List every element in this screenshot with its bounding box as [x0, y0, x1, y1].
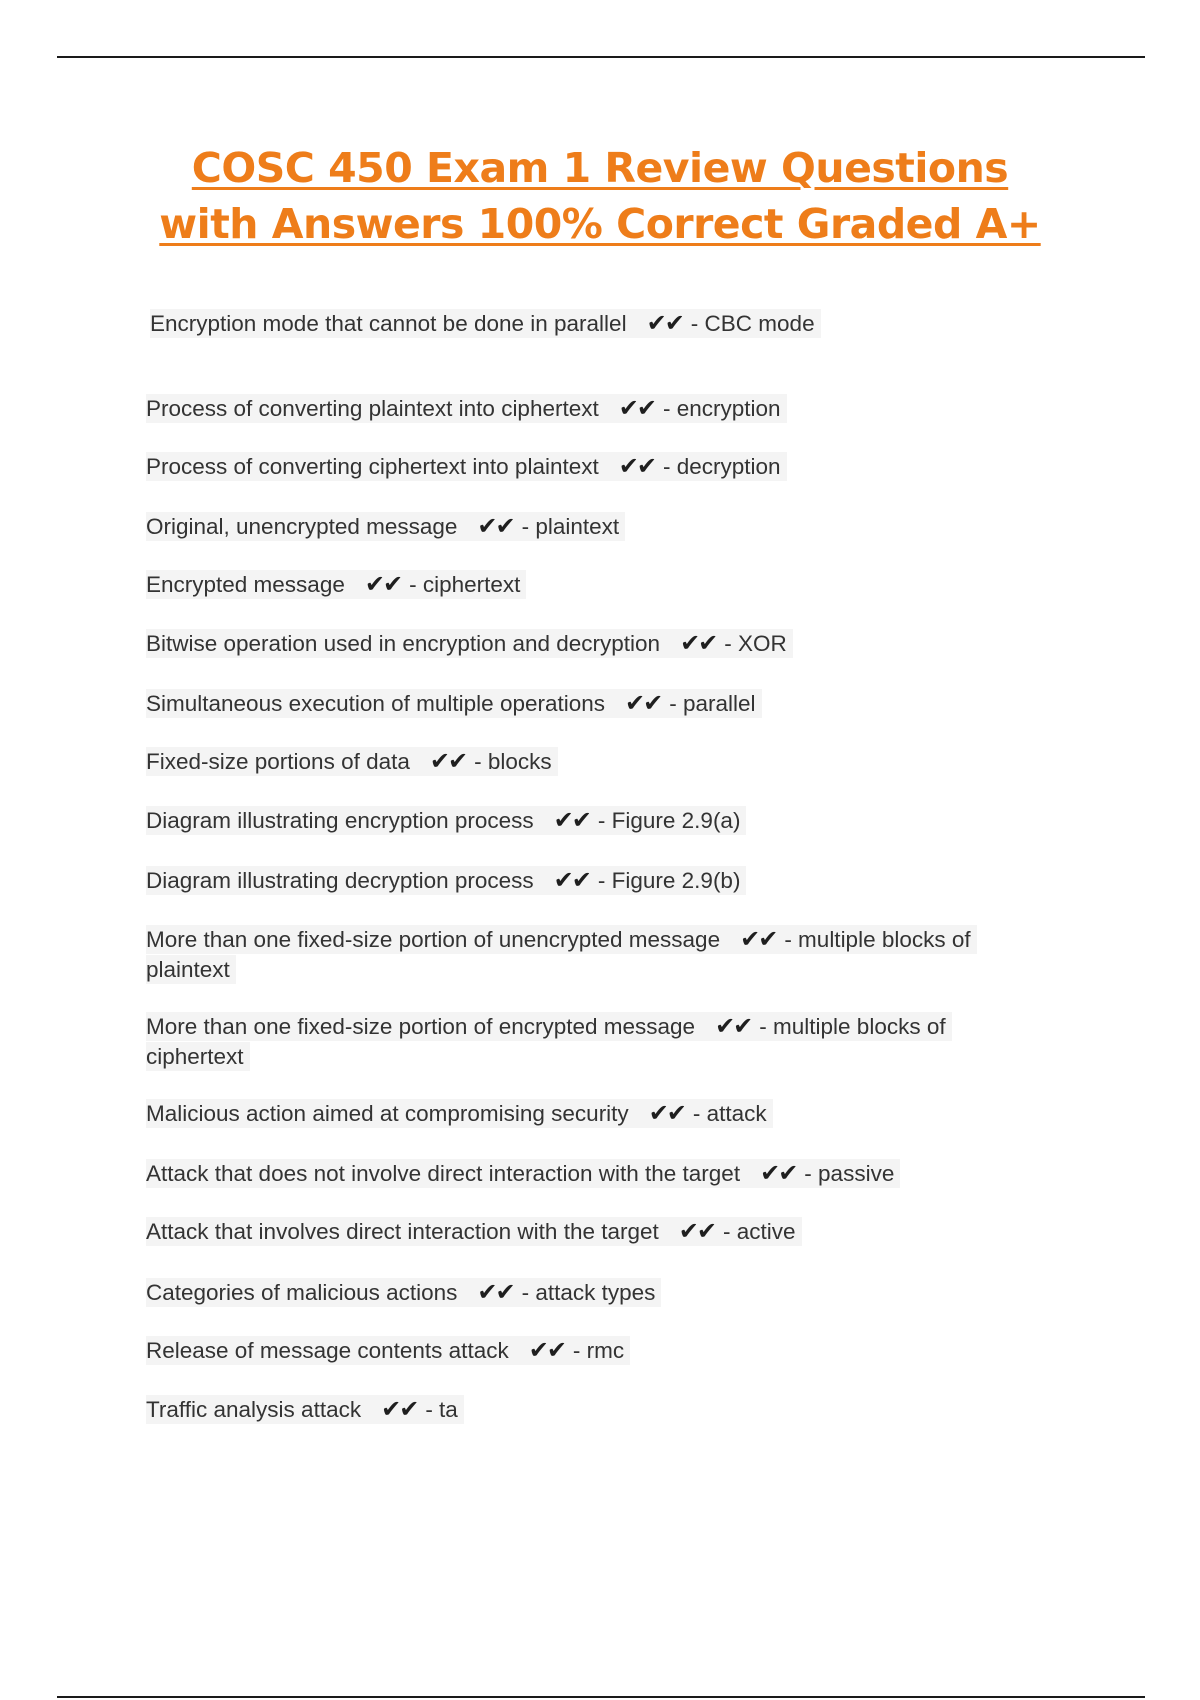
answer-text: - active	[722, 1219, 796, 1244]
check-icon: ✔✔	[364, 571, 402, 598]
answer-text: - encryption	[662, 396, 781, 421]
question-text: More than one fixed-size portion of encrypted message	[146, 1014, 696, 1039]
question-text: Traffic analysis attack	[146, 1397, 362, 1422]
check-icon: ✔✔	[553, 807, 590, 834]
list-item	[146, 1099, 1046, 1129]
question-text: Release of message contents attack	[146, 1338, 509, 1363]
answer-text: - Figure 2.9(b)	[597, 868, 741, 893]
question-text: Attack that involves direct interaction with the target	[146, 1219, 659, 1244]
check-icon: ✔✔	[429, 748, 467, 775]
answer-text: - plaintext	[521, 514, 620, 539]
answer-text: - XOR	[724, 631, 787, 656]
check-icon: ✔✔	[680, 630, 717, 657]
list-item	[146, 806, 1046, 836]
question-text: Fixed-size portions of data	[146, 749, 410, 774]
check-icon: ✔✔	[678, 1218, 715, 1245]
question-text: Process of converting ciphertext into plaintext	[146, 454, 599, 479]
check-icon: ✔✔	[625, 690, 662, 717]
check-icon: ✔✔	[760, 1160, 797, 1187]
question-text: Process of converting plaintext into ciphertext	[146, 396, 599, 421]
question-text: Bitwise operation used in encryption and decryption	[146, 631, 661, 656]
list-item	[146, 394, 1046, 424]
answer-text: - CBC mode	[690, 311, 815, 336]
list-item	[146, 570, 1046, 600]
list-item	[146, 1336, 1046, 1366]
title-line-2: with Answers 100% Correct Graded A+	[159, 200, 1041, 248]
bottom-rule	[57, 1696, 1145, 1698]
answer-text: - multiple blocks of plaintext	[146, 927, 971, 982]
answer-text: - attack	[692, 1101, 767, 1126]
answer-text: - decryption	[662, 454, 781, 479]
check-icon: ✔✔	[618, 453, 655, 480]
question-text: More than one fixed-size portion of unencrypted message	[146, 927, 721, 952]
list-item	[146, 1217, 1046, 1247]
question-text: Original, unencrypted message	[146, 514, 458, 539]
question-text: Attack that does not involve direct interaction with the target	[146, 1161, 741, 1186]
list-item	[146, 747, 1046, 777]
answer-text: - multiple blocks of ciphertext	[146, 1014, 946, 1069]
check-icon: ✔✔	[553, 867, 590, 894]
list-item	[146, 689, 1046, 719]
title-line-1: COSC 450 Exam 1 Review Questions	[191, 144, 1009, 192]
answer-text: - attack types	[521, 1280, 656, 1305]
answer-text: - ciphertext	[409, 572, 521, 597]
answer-text: - ta	[425, 1397, 458, 1422]
check-icon: ✔✔	[618, 395, 655, 422]
question-text: Diagram illustrating decryption process	[146, 868, 534, 893]
answer-text: - passive	[804, 1161, 895, 1186]
answer-text: - blocks	[474, 749, 552, 774]
list-item	[146, 629, 1046, 659]
question-text: Malicious action aimed at compromising security	[146, 1101, 629, 1126]
list-item	[146, 1012, 1046, 1072]
check-icon: ✔✔	[381, 1396, 418, 1423]
question-text: Diagram illustrating encryption process	[146, 808, 534, 833]
check-icon: ✔✔	[648, 1100, 685, 1127]
check-icon: ✔✔	[477, 513, 514, 540]
check-icon: ✔✔	[740, 926, 777, 953]
list-item	[146, 866, 1046, 896]
list-item	[146, 452, 1046, 482]
answer-text: - Figure 2.9(a)	[597, 808, 741, 833]
check-icon: ✔✔	[715, 1013, 752, 1040]
list-item	[150, 309, 1050, 339]
check-icon: ✔✔	[646, 310, 683, 337]
list-item	[146, 512, 1046, 542]
list-item	[146, 1159, 1046, 1189]
answer-text: - parallel	[669, 691, 756, 716]
list-item	[146, 1395, 1046, 1425]
question-text: Encryption mode that cannot be done in parallel	[150, 311, 627, 336]
question-text: Encrypted message	[146, 572, 345, 597]
check-icon: ✔✔	[477, 1279, 514, 1306]
list-item	[146, 1278, 1046, 1308]
question-text: Categories of malicious actions	[146, 1280, 458, 1305]
check-icon: ✔✔	[528, 1337, 565, 1364]
question-text: Simultaneous execution of multiple operations	[146, 691, 606, 716]
answer-text: - rmc	[572, 1338, 625, 1363]
list-item	[146, 925, 1046, 985]
